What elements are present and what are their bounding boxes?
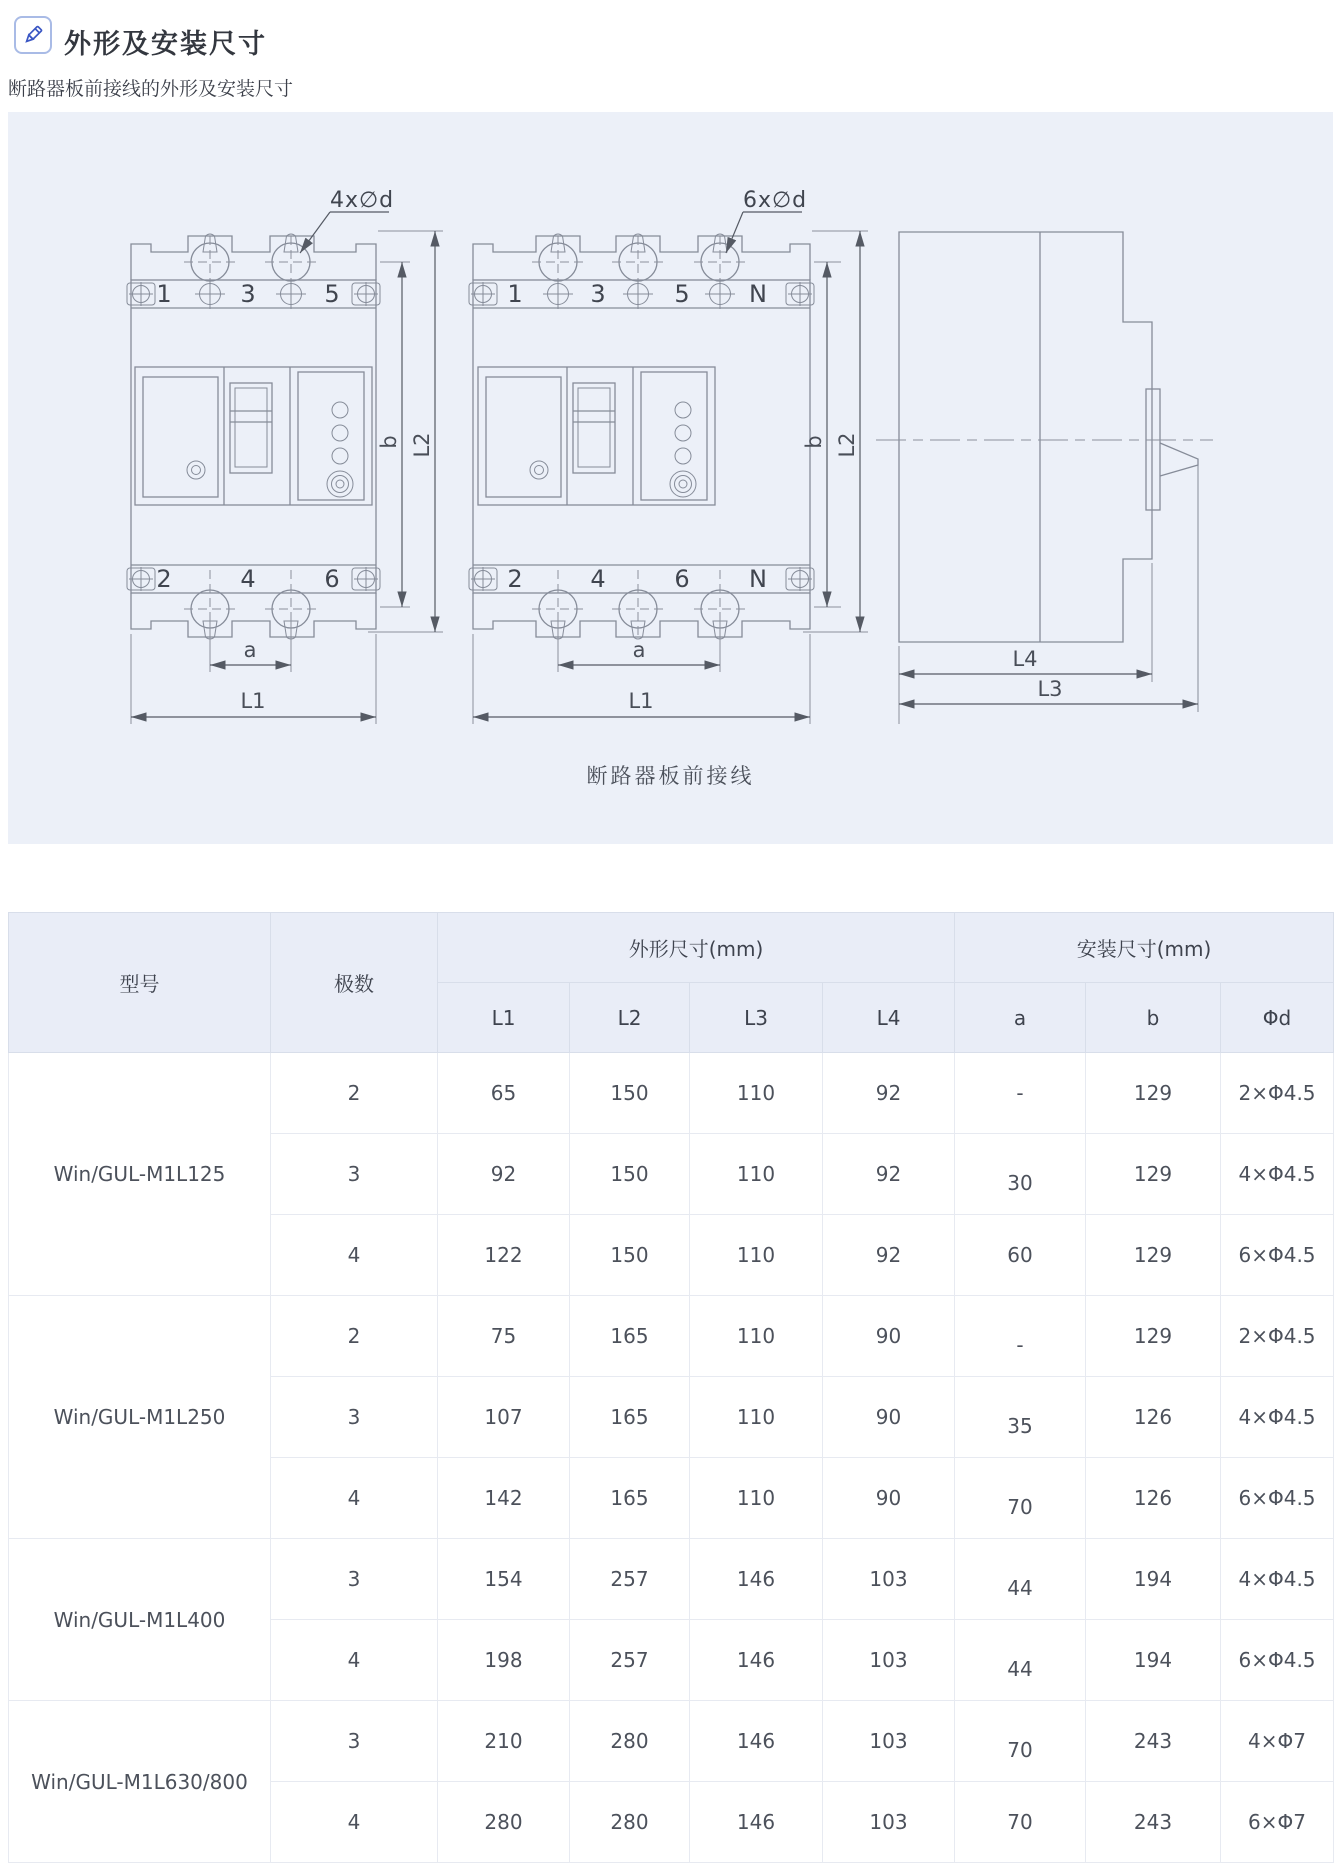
cell-a: 44 bbox=[955, 1620, 1086, 1701]
cell-L2: 257 bbox=[570, 1620, 690, 1701]
terminal-label: 5 bbox=[674, 280, 690, 308]
cell-model: Win/GUL-M1L630/800 bbox=[9, 1701, 271, 1863]
cell-phid: 4×Φ7 bbox=[1221, 1701, 1334, 1782]
cell-a: 70 bbox=[955, 1782, 1086, 1863]
terminal-label: N bbox=[749, 280, 767, 308]
cell-phid: 6×Φ7 bbox=[1221, 1782, 1334, 1863]
drawing-caption: 断路器板前接线 bbox=[586, 764, 755, 788]
cell-L3: 110 bbox=[690, 1377, 823, 1458]
cell-L1: 92 bbox=[438, 1134, 570, 1215]
cell-b: 126 bbox=[1086, 1458, 1221, 1539]
terminal-label: 2 bbox=[507, 565, 523, 593]
cell-poles: 4 bbox=[271, 1620, 438, 1701]
cell-L1: 107 bbox=[438, 1377, 570, 1458]
col-header-model: 型号 bbox=[9, 913, 271, 1053]
cell-L1: 280 bbox=[438, 1782, 570, 1863]
cell-L4: 90 bbox=[823, 1296, 955, 1377]
cell-L2: 150 bbox=[570, 1053, 690, 1134]
cell-L4: 103 bbox=[823, 1620, 955, 1701]
cell-phid: 6×Φ4.5 bbox=[1221, 1458, 1334, 1539]
cell-L3: 110 bbox=[690, 1134, 823, 1215]
col-header-install-dims: 安装尺寸(mm) bbox=[955, 913, 1334, 983]
cell-phid: 6×Φ4.5 bbox=[1221, 1620, 1334, 1701]
svg-text:4x∅d: 4x∅d bbox=[330, 188, 395, 213]
col-header-L3: L3 bbox=[690, 983, 823, 1053]
cell-L1: 142 bbox=[438, 1458, 570, 1539]
svg-text:b: b bbox=[377, 435, 401, 449]
dim-b-3pole bbox=[377, 262, 410, 607]
svg-text:L2: L2 bbox=[410, 432, 434, 458]
page-title: 外形及安装尺寸 bbox=[64, 29, 267, 60]
cell-b: 243 bbox=[1086, 1782, 1221, 1863]
cell-poles: 3 bbox=[271, 1377, 438, 1458]
col-header-L4: L4 bbox=[823, 983, 955, 1053]
cell-L2: 165 bbox=[570, 1458, 690, 1539]
cell-a: 70 bbox=[955, 1701, 1086, 1782]
cell-L4: 92 bbox=[823, 1215, 955, 1296]
cell-L4: 90 bbox=[823, 1377, 955, 1458]
cell-model: Win/GUL-M1L250 bbox=[9, 1296, 271, 1539]
cell-phid: 6×Φ4.5 bbox=[1221, 1215, 1334, 1296]
cell-L3: 146 bbox=[690, 1539, 823, 1620]
dim-a-3pole bbox=[210, 617, 291, 672]
cell-L1: 122 bbox=[438, 1215, 570, 1296]
cell-L1: 154 bbox=[438, 1539, 570, 1620]
col-header-phid: Φd bbox=[1221, 983, 1334, 1053]
cell-L1: 75 bbox=[438, 1296, 570, 1377]
hole-annotation-4pole bbox=[726, 188, 807, 253]
terminal-label: 4 bbox=[590, 565, 606, 593]
page-subtitle: 断路器板前接线的外形及安装尺寸 bbox=[8, 78, 294, 100]
cell-poles: 2 bbox=[271, 1053, 438, 1134]
svg-text:L4: L4 bbox=[1012, 647, 1038, 671]
cell-L3: 110 bbox=[690, 1296, 823, 1377]
col-header-b: b bbox=[1086, 983, 1221, 1053]
terminal-label: 6 bbox=[324, 565, 340, 593]
cell-poles: 2 bbox=[271, 1296, 438, 1377]
cell-L4: 103 bbox=[823, 1539, 955, 1620]
svg-text:L2: L2 bbox=[835, 432, 859, 458]
cell-L3: 110 bbox=[690, 1458, 823, 1539]
terminal-label: 3 bbox=[240, 280, 256, 308]
col-header-L1: L1 bbox=[438, 983, 570, 1053]
cell-b: 129 bbox=[1086, 1215, 1221, 1296]
cell-L4: 92 bbox=[823, 1053, 955, 1134]
col-header-poles: 极数 bbox=[271, 913, 438, 1053]
cell-b: 126 bbox=[1086, 1377, 1221, 1458]
terminal-label: 1 bbox=[156, 280, 172, 308]
cell-b: 194 bbox=[1086, 1539, 1221, 1620]
cell-a: 30 bbox=[955, 1134, 1086, 1215]
svg-text:6x∅d: 6x∅d bbox=[743, 188, 808, 213]
col-header-a: a bbox=[955, 983, 1086, 1053]
cell-b: 194 bbox=[1086, 1620, 1221, 1701]
cell-a: - bbox=[955, 1053, 1086, 1134]
cell-a: 70 bbox=[955, 1458, 1086, 1539]
cell-L4: 103 bbox=[823, 1701, 955, 1782]
dim-L3-sideview bbox=[899, 677, 1198, 704]
cell-model: Win/GUL-M1L125 bbox=[9, 1053, 271, 1296]
dimension-drawing-panel bbox=[8, 112, 1333, 844]
svg-text:L1: L1 bbox=[628, 689, 654, 713]
cell-L3: 110 bbox=[690, 1053, 823, 1134]
cell-poles: 4 bbox=[271, 1215, 438, 1296]
svg-text:L3: L3 bbox=[1037, 677, 1063, 701]
pencil-icon bbox=[14, 16, 52, 54]
svg-text:L1: L1 bbox=[240, 689, 266, 713]
breaker-front-view-3pole bbox=[127, 188, 443, 724]
cell-L3: 110 bbox=[690, 1215, 823, 1296]
cell-L1: 210 bbox=[438, 1701, 570, 1782]
cell-b: 129 bbox=[1086, 1053, 1221, 1134]
terminal-label: 4 bbox=[240, 565, 256, 593]
dim-L2-3pole bbox=[368, 231, 443, 632]
dimension-spec-table bbox=[8, 912, 1334, 1863]
cell-b: 243 bbox=[1086, 1701, 1221, 1782]
cell-L1: 65 bbox=[438, 1053, 570, 1134]
cell-a: 44 bbox=[955, 1539, 1086, 1620]
cell-L3: 146 bbox=[690, 1701, 823, 1782]
terminal-label: N bbox=[749, 565, 767, 593]
cell-b: 129 bbox=[1086, 1296, 1221, 1377]
cell-poles: 4 bbox=[271, 1782, 438, 1863]
cell-phid: 2×Φ4.5 bbox=[1221, 1296, 1334, 1377]
breaker-side-view bbox=[876, 232, 1213, 724]
cell-a: - bbox=[955, 1296, 1086, 1377]
cell-L2: 165 bbox=[570, 1377, 690, 1458]
cell-poles: 3 bbox=[271, 1134, 438, 1215]
cell-phid: 4×Φ4.5 bbox=[1221, 1539, 1334, 1620]
terminal-label: 2 bbox=[156, 565, 172, 593]
cell-L4: 90 bbox=[823, 1458, 955, 1539]
col-header-L2: L2 bbox=[570, 983, 690, 1053]
breaker-front-view-4pole bbox=[469, 188, 868, 724]
svg-text:a: a bbox=[632, 638, 646, 662]
cell-model: Win/GUL-M1L400 bbox=[9, 1539, 271, 1701]
cell-L2: 257 bbox=[570, 1539, 690, 1620]
cell-L3: 146 bbox=[690, 1782, 823, 1863]
cell-L4: 103 bbox=[823, 1782, 955, 1863]
cell-L3: 146 bbox=[690, 1620, 823, 1701]
cell-poles: 3 bbox=[271, 1701, 438, 1782]
cell-poles: 4 bbox=[271, 1458, 438, 1539]
terminal-label: 3 bbox=[590, 280, 606, 308]
dim-L2-4pole bbox=[803, 231, 868, 632]
cell-a: 60 bbox=[955, 1215, 1086, 1296]
terminal-label: 1 bbox=[507, 280, 523, 308]
cell-b: 129 bbox=[1086, 1134, 1221, 1215]
cell-a: 35 bbox=[955, 1377, 1086, 1458]
cell-phid: 4×Φ4.5 bbox=[1221, 1134, 1334, 1215]
cell-L4: 92 bbox=[823, 1134, 955, 1215]
cell-L2: 150 bbox=[570, 1215, 690, 1296]
svg-text:a: a bbox=[243, 638, 257, 662]
svg-text:b: b bbox=[802, 435, 826, 449]
cell-L2: 165 bbox=[570, 1296, 690, 1377]
cell-L2: 150 bbox=[570, 1134, 690, 1215]
breaker-dimension-drawing bbox=[8, 112, 1333, 844]
cell-poles: 3 bbox=[271, 1539, 438, 1620]
dim-L4-sideview bbox=[899, 563, 1152, 724]
terminal-label: 5 bbox=[324, 280, 340, 308]
col-header-outline-dims: 外形尺寸(mm) bbox=[438, 913, 955, 983]
cell-phid: 2×Φ4.5 bbox=[1221, 1053, 1334, 1134]
dim-a-4pole bbox=[558, 617, 720, 672]
cell-L2: 280 bbox=[570, 1701, 690, 1782]
cell-L1: 198 bbox=[438, 1620, 570, 1701]
cell-L2: 280 bbox=[570, 1782, 690, 1863]
cell-phid: 4×Φ4.5 bbox=[1221, 1377, 1334, 1458]
terminal-label: 6 bbox=[674, 565, 690, 593]
